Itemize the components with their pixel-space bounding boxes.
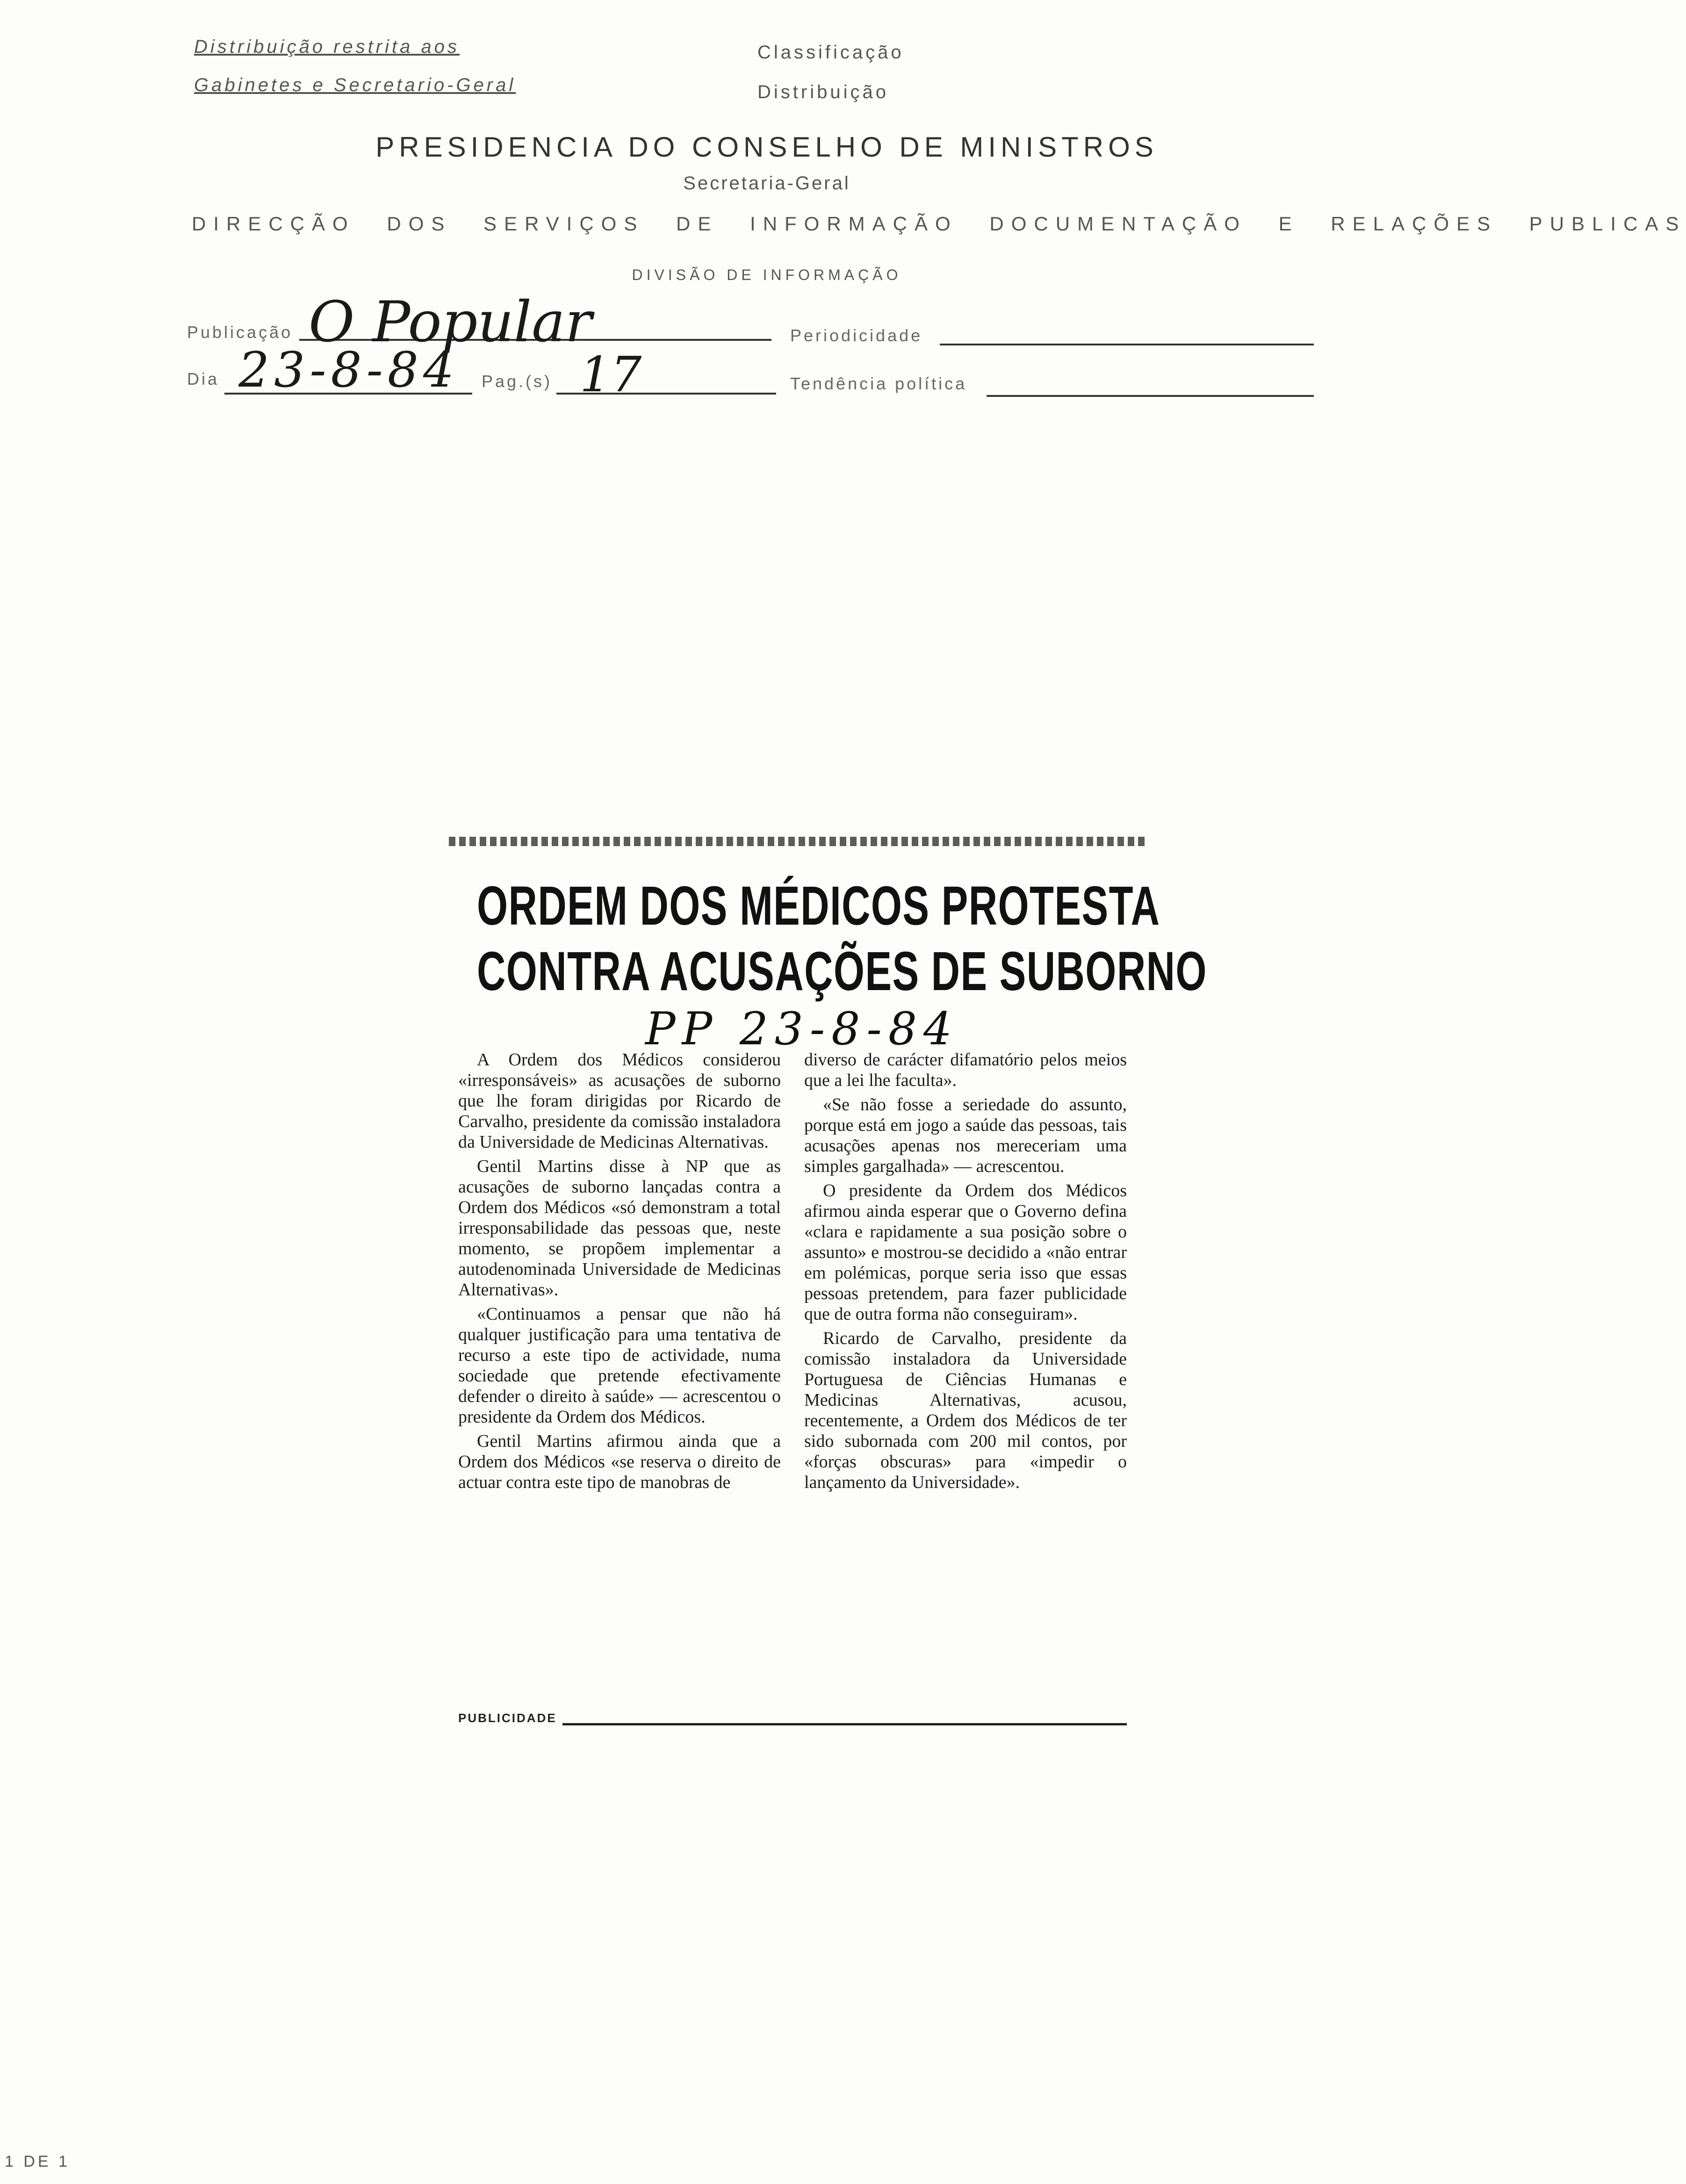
column1-paragraph: Gentil Martins afirmou ainda que a Ordem dos Médicos «se reserva o direito de actuar contra este tipo de manobras de <box>458 1431 781 1492</box>
date-value: 23-8-84 <box>238 341 459 398</box>
page-value: 17 <box>580 346 642 403</box>
distribution-label: Distribuição <box>757 82 889 102</box>
article-column-1 <box>458 1049 781 1496</box>
periodicity-line <box>940 344 1314 345</box>
political-tendency-line <box>987 395 1314 397</box>
page-label: Pag.(s) <box>482 372 553 391</box>
clipping-footer-label: PUBLICIDADE <box>458 1711 562 1725</box>
column2-paragraph: Ricardo de Carvalho, presidente da comissão instaladora da Universidade Portuguesa de Ciências Humanas e Medicinas Alternativas, acusou, recentemente, a Ordem dos Médicos de ter sido subornada com 200 mil contos, por «forças obscuras» para «impedir o lançamento da Universidade». <box>804 1329 1127 1492</box>
page-mark: 1 DE 1 <box>5 2153 70 2170</box>
publication-value: O Popular <box>309 290 592 355</box>
distribution-note-line2: Gabinetes e Secretario-Geral <box>194 75 516 95</box>
headline-line1: ORDEM DOS MÉDICOS PROTESTA <box>477 875 1160 937</box>
political-tendency-label: Tendência política <box>790 374 967 393</box>
column1-paragraph: «Continuamos a pensar que não há qualquer justificação para uma tentativa de recurso a este tipo de actividade, numa sociedade que pretende efectivamente defender o direito à saúde» — acrescentou o presidente da Ordem dos Médicos. <box>458 1304 781 1427</box>
date-label: Dia <box>187 369 220 388</box>
column1-paragraph: Gentil Martins disse à NP que as acusações de suborno lançadas contra a Ordem dos Médicos «só demonstram a total irresponsabilidade das pessoas que, neste momento, se propõem implementar a autodenominada Universidade de Medicinas Alternativas». <box>458 1157 781 1300</box>
article-column-2 <box>804 1049 1127 1496</box>
headline-line2: CONTRA ACUSAÇÕES DE SUBORNO <box>477 941 1207 1002</box>
column2-paragraph: «Se não fosse a seriedade do assunto, porque está em jogo a saúde das pessoas, tais acusações apenas nos mereceriam uma simples gargalhada» — acrescentou. <box>804 1095 1127 1176</box>
classification-label: Classificação <box>757 42 904 63</box>
column1-paragraph: A Ordem dos Médicos considerou «irresponsáveis» as acusações de suborno que lhe foram dirigidas por Ricardo de Carvalho, presidente da comissão instaladora da Universidade de Medicinas Alternativas. <box>458 1050 781 1152</box>
handwritten-stamp: PP 23-8-84 <box>645 1003 958 1055</box>
division-title: DIVISÃO DE INFORMAÇÃO <box>632 266 902 283</box>
periodicity-label: Periodicidade <box>790 326 923 345</box>
clipping-torn-edge <box>449 837 1146 846</box>
organization-title: PRESIDENCIA DO CONSELHO DE MINISTROS <box>375 131 1158 163</box>
column2-paragraph: O presidente da Ordem dos Médicos afirmou ainda esperar que o Governo defina «clara e rapidamente a sua posição sobre o assunto» e mostrou-se decidido a «não entrar em polémicas, porque seria isso que essas pessoas pretendem, para fazer publicidade que de outra forma não conseguiram». <box>804 1181 1127 1324</box>
directorate-title: DIRECÇÃO DOS SERVIÇOS DE INFORMAÇÃO DOCUMENTAÇÃO E RELAÇÕES PUBLICAS <box>192 213 1686 235</box>
newspaper-clipping <box>449 837 1207 1744</box>
department-subtitle: Secretaria-Geral <box>683 173 850 194</box>
distribution-note-line1: Distribuição restrita aos <box>194 36 460 57</box>
column2-paragraph: diverso de carácter difamatório pelos meios que a lei lhe faculta». <box>804 1050 1127 1090</box>
publication-label: Publicação <box>187 323 293 342</box>
